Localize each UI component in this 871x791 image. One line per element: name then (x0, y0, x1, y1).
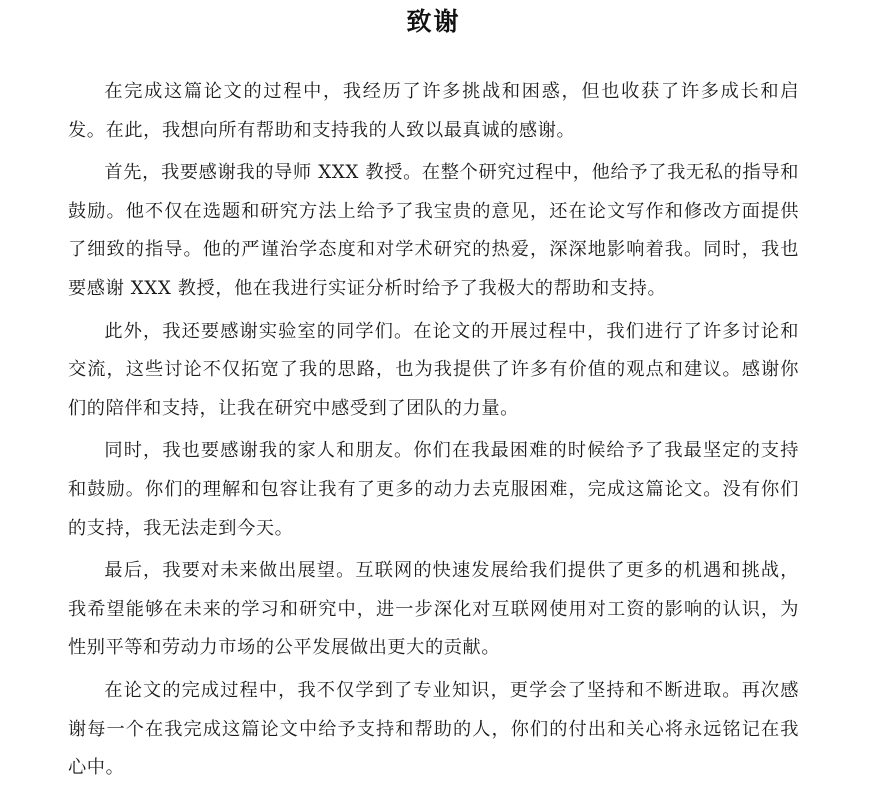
acknowledgement-body (68, 73, 799, 788)
paragraph-advisor: 首先，我要感谢我的导师 XXX 教授。在整个研究过程中，他给予了我无私的指导和鼓励。他不仅在选题和研究方法上给予了我宝贵的意见，还在论文写作和修改方面提供了细致的指导。他的严谨治学态度和对学术研究的热爱，深深地影响着我。同时，我也要感谢 XXX 教授，他在我进行实证分析时给予了我极大的帮助和支持。 (68, 162, 799, 299)
page-title: 致谢 (406, 7, 461, 36)
paragraph-intro: 在完成这篇论文的过程中，我经历了许多挑战和困惑，但也收获了许多成长和启发。在此，我想向所有帮助和支持我的人致以最真诚的感谢。 (68, 81, 799, 141)
paragraph-labmates: 此外，我还要感谢实验室的同学们。在论文的开展过程中，我们进行了许多讨论和交流，这些讨论不仅拓宽了我的思路，也为我提供了许多有价值的观点和建议。感谢你们的陪伴和支持，让我在研究中感受到了团队的力量。 (68, 320, 799, 419)
paragraph-outlook: 最后，我要对未来做出展望。互联网的快速发展给我们提供了更多的机遇和挑战，我希望能够在未来的学习和研究中，进一步深化对互联网使用对工资的影响的认识，为性别平等和劳动力市场的公平发展做出更大的贡献。 (68, 560, 799, 659)
paragraph-closing: 在论文的完成过程中，我不仅学到了专业知识，更学会了坚持和不断进取。再次感谢每一个在我完成这篇论文中给予支持和帮助的人，你们的付出和关心将永远铭记在我心中。 (68, 679, 799, 779)
paragraph-family: 同时，我也要感谢我的家人和朋友。你们在我最困难的时候给予了我最坚定的支持和鼓励。你们的理解和包容让我有了更多的动力去克服困难，完成这篇论文。没有你们的支持，我无法走到今天。 (68, 440, 799, 539)
